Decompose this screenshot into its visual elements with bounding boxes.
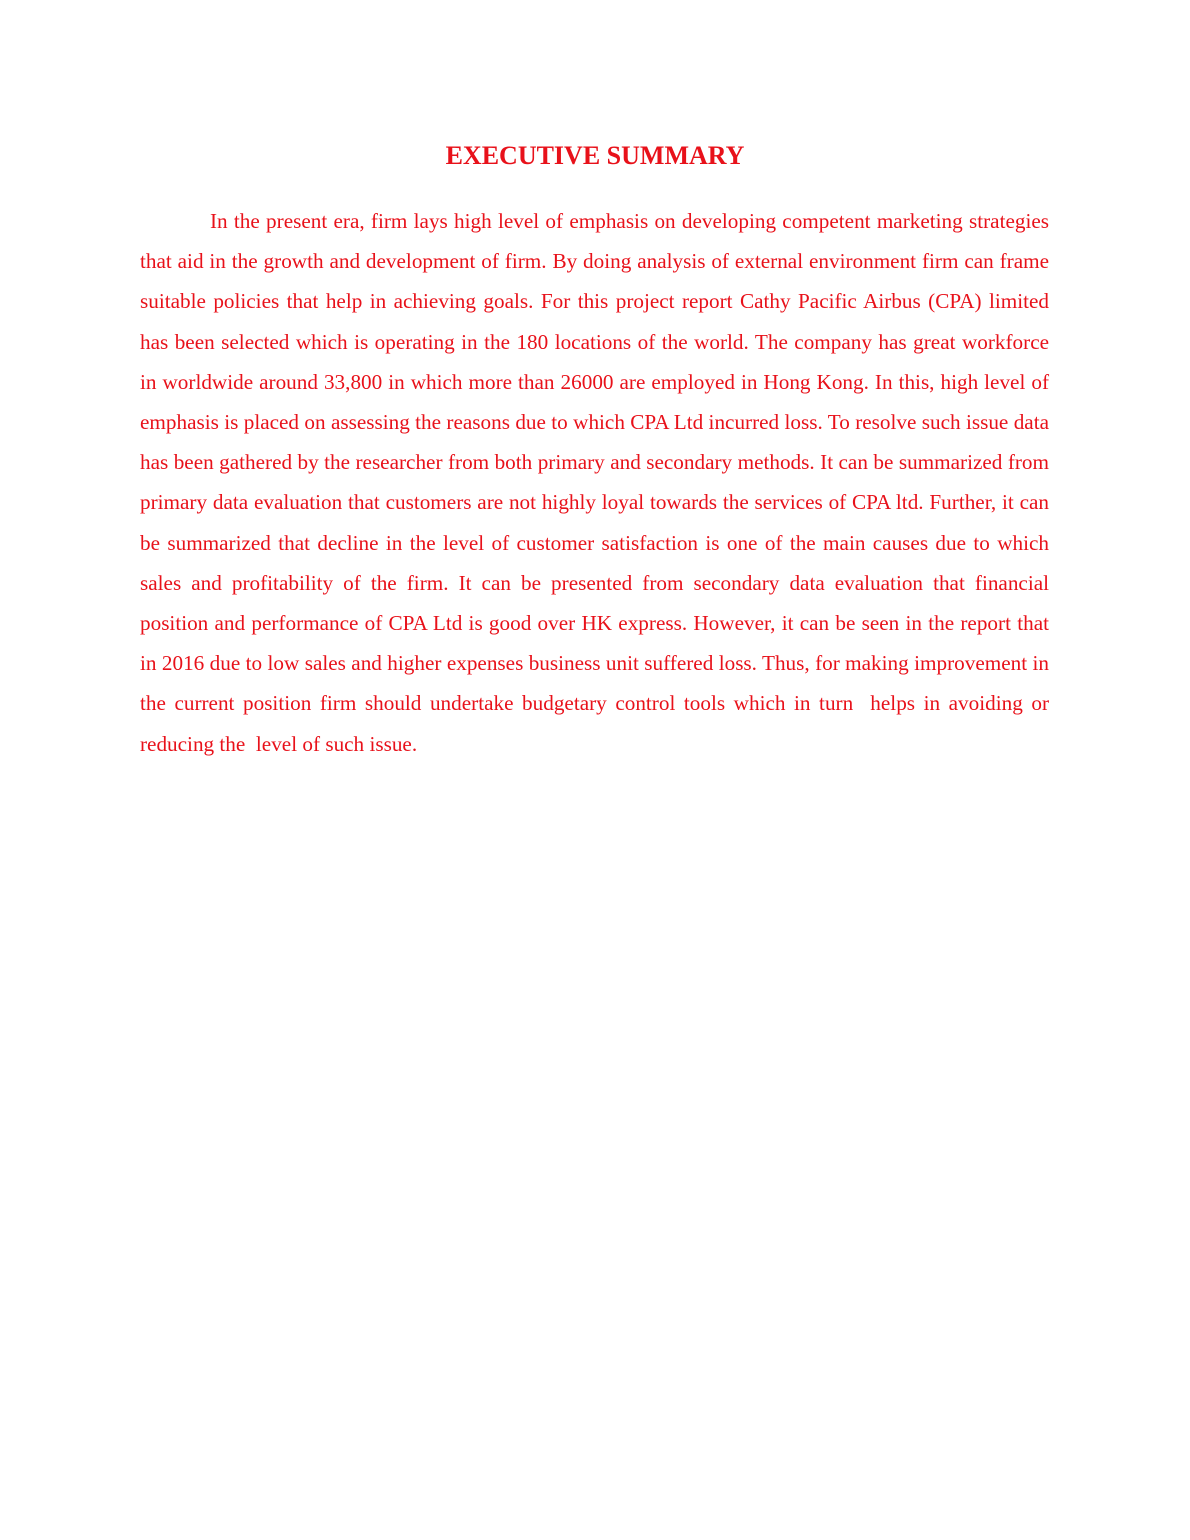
summary-paragraph: In the present era, firm lays high level of emphasis on developing competent marketing strategies that aid in the growth and development of firm. By doing analysis of external environment firm can frame suitable policies that help in achieving goals. For this project report Cathy Pacific Airbus (CPA) limited has been selected which is operating in the 180 locations of the world. The company has great workforce in worldwide around 33,800 in which more than 26000 are employed in Hong Kong. In this, high level of emphasis is placed on assessing the reasons due to which CPA Ltd incurred loss. To resolve such issue data has been gathered by the researcher from both primary and secondary methods. It can be summarized from primary data evaluation that customers are not highly loyal towards the services of CPA ltd. Further, it can be summarized that decline in the level of customer satisfaction is one of the main causes due to which sales and profitability of the firm. It can be presented from secondary data evaluation that financial position and performance of CPA Ltd is good over HK express. However, it can be seen in the report that in 2016 due to low sales and higher expenses business unit suffered loss. Thus, for making improvement in the current position firm should undertake budgetary control tools which in turn helps in avoiding or reducing the level of such issue. xyxy=(140,209,1055,756)
page-title: EXECUTIVE SUMMARY xyxy=(445,141,745,170)
